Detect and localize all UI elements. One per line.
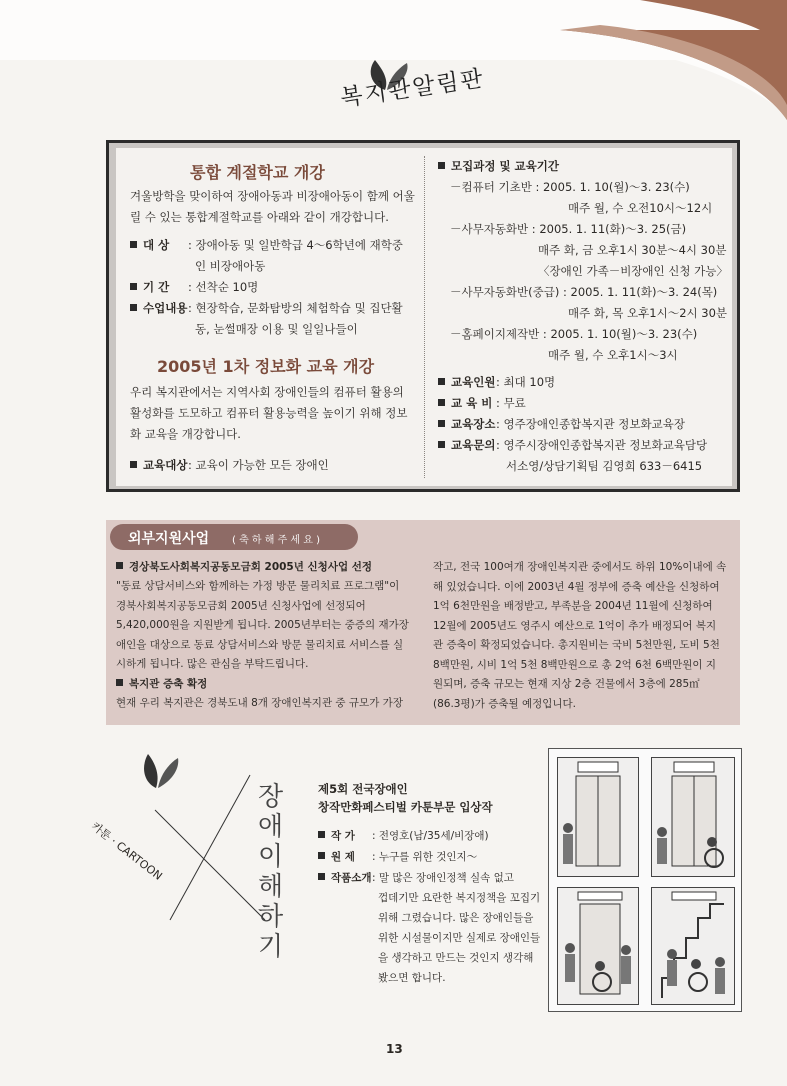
cartoon-vertical-title: 장애이해하기 bbox=[258, 782, 284, 962]
support-left-column bbox=[116, 558, 416, 714]
bullet-icon bbox=[438, 378, 445, 385]
school-title: 통합 계절학교 개강 bbox=[190, 163, 325, 182]
intent-line: 을 생각하고 만드는 것인지 생각해 bbox=[378, 952, 534, 964]
support-left-line: 경북사회복지공동모금회 2005년 신청사업에 선정되어 bbox=[116, 599, 366, 612]
school-period: : 선착순 10명 bbox=[188, 280, 259, 294]
original-label-text: 원 제 bbox=[331, 851, 355, 863]
cartoon-label: 카툰 · CARTOON bbox=[88, 819, 165, 883]
cartoon-drawing bbox=[558, 888, 638, 1004]
bullet-icon bbox=[438, 399, 445, 406]
cartoon-award-line1: 제5회 전국장애인 bbox=[318, 782, 408, 796]
contact-line1: : 영주시장애인종합복지관 정보화교육담당 bbox=[496, 438, 708, 452]
support-item1-title-text: 경상북도사회복지공동모금회 2005년 신청사업 선정 bbox=[129, 561, 373, 573]
course1-line1: －컴퓨터 기초반 : 2005. 1. 10(월)～3. 23(수) bbox=[450, 180, 690, 194]
intent-line: 봤으면 합니다. bbox=[378, 972, 446, 984]
intent-block bbox=[372, 868, 542, 988]
intent-line: 위한 시설물이지만 실제로 장애인들 bbox=[378, 932, 541, 944]
bullet-icon bbox=[438, 441, 445, 448]
cartoon-panel bbox=[557, 757, 639, 877]
school-content-line2: 동, 눈썰매장 이용 및 일일나들이 bbox=[195, 322, 358, 336]
period-label: 기 간 bbox=[143, 280, 170, 294]
intent-line: 위해 그렸습니다. 많은 장애인들을 bbox=[378, 912, 534, 924]
course4-line2: 매주 월, 수 오후1시～3시 bbox=[548, 348, 678, 362]
school-intro-line1: 겨울방학을 맞이하여 장애아동과 비장애아동이 함께 어울 bbox=[130, 189, 415, 203]
content-label: 수업내용 bbox=[143, 301, 188, 315]
cartoon-panel bbox=[557, 887, 639, 1005]
support-subtitle: ( 축 하 해 주 세 요 ) bbox=[232, 535, 321, 546]
support-left-line: 현재 우리 복지관은 경북도내 8개 장애인복지관 중 규모가 가장 bbox=[116, 697, 403, 709]
course2-line1: －사무자동화반 : 2005. 1. 11(화)～3. 25(금) bbox=[450, 222, 687, 236]
people-label-text: 교육인원 bbox=[451, 375, 496, 389]
people-label bbox=[438, 372, 495, 393]
school-target-line2: 인 비장애아동 bbox=[195, 259, 266, 273]
cartoon-panel bbox=[651, 887, 735, 1005]
course3-line2: 매주 화, 목 오후1시～2시 30분 bbox=[568, 306, 728, 320]
author-label bbox=[318, 826, 355, 847]
fee-value: : 무료 bbox=[496, 396, 526, 410]
intent-label-text: 작품소개 bbox=[331, 872, 372, 884]
bullet-icon bbox=[130, 283, 137, 290]
intent-label bbox=[318, 868, 372, 889]
info-line1: 우리 복지관에서는 지역사회 장애인들의 컴퓨터 활용의 bbox=[130, 385, 404, 399]
courses-title-text: 모집과정 및 교육기간 bbox=[451, 159, 559, 173]
support-right-line: 12월에 2005년도 영주시 예산으로 1억이 추가 배정되어 복지 bbox=[433, 619, 717, 632]
school-target-label bbox=[130, 235, 169, 256]
support-title: 외부지원사업 bbox=[128, 531, 210, 547]
course4-line1: －홈페이지제작반 : 2005. 1. 10(월)～3. 23(수) bbox=[450, 327, 698, 341]
school-target-line1: : 장애아동 및 일반학급 4～6학년에 재학중 bbox=[188, 238, 403, 252]
cartoon-image bbox=[548, 748, 742, 1012]
support-right-line: 원되며, 증축 규모는 현재 지상 2층 건물에서 3층에 285㎡ bbox=[433, 678, 700, 690]
support-right-column bbox=[433, 558, 738, 714]
courses-title bbox=[438, 156, 559, 177]
fee-label-text: 교 육 비 bbox=[451, 396, 493, 410]
page-title: 복지관알림판 bbox=[338, 65, 487, 112]
info-line3: 화 교육을 개강합니다. bbox=[130, 427, 241, 441]
page-number: 13 bbox=[386, 1042, 403, 1056]
cartoon-drawing bbox=[652, 888, 734, 1004]
place-value: : 영주장애인종합복지관 정보화교육장 bbox=[496, 417, 685, 431]
people-value: : 최대 10명 bbox=[496, 375, 556, 389]
bullet-icon bbox=[318, 873, 325, 880]
target-label: 교육대상 bbox=[143, 458, 188, 472]
school-content-line1: : 현장학습, 문화탐방의 체험학습 및 집단활 bbox=[188, 301, 403, 315]
support-right-line: (86.3평)가 증축될 예정입니다. bbox=[433, 697, 577, 710]
decorative-lines bbox=[150, 770, 270, 930]
course2-line3: 〈장애인 가족－비장애인 신청 가능〉 bbox=[538, 264, 728, 278]
support-left-line: 애인을 대상으로 동료 상담서비스와 방문 물리치료 서비스를 실 bbox=[116, 638, 404, 651]
place-label-text: 교육장소 bbox=[451, 417, 496, 431]
author-label-text: 작 가 bbox=[331, 830, 355, 842]
info-target-label bbox=[130, 455, 187, 476]
original-value: : 누구를 위한 것인지～ bbox=[372, 851, 478, 863]
school-period-label bbox=[130, 277, 169, 298]
cartoon-panel bbox=[651, 757, 735, 877]
bullet-icon bbox=[116, 562, 123, 569]
bullet-icon bbox=[130, 304, 137, 311]
support-item1-title bbox=[116, 558, 416, 577]
support-left-line: 시하게 됩니다. 많은 관심을 부탁드립니다. bbox=[116, 658, 309, 670]
cartoon-drawing bbox=[558, 758, 638, 876]
bullet-icon bbox=[438, 162, 445, 169]
school-intro-line2: 릴 수 있는 통합계절학교를 아래와 같이 개강합니다. bbox=[130, 210, 389, 224]
info-line2: 활성화를 도모하고 컴퓨터 활용능력을 높이기 위해 정보 bbox=[130, 406, 408, 420]
bullet-icon bbox=[130, 241, 137, 248]
intent-line: : 말 많은 장애인정책 실속 없고 bbox=[372, 872, 514, 884]
bullet-icon bbox=[318, 831, 325, 838]
target-label: 대 상 bbox=[143, 238, 170, 252]
support-left-line: "동료 상담서비스와 함께하는 가정 방문 물리치료 프로그램"이 bbox=[116, 580, 400, 592]
cartoon-drawing bbox=[652, 758, 734, 876]
support-item2-title bbox=[116, 675, 416, 695]
support-left-line: 5,420,000원을 지원받게 됩니다. 2005년부터는 중증의 재가장 bbox=[116, 619, 409, 631]
school-content-label bbox=[130, 298, 187, 319]
support-right-line: 1억 6천만원을 배정받고, 부족분을 2004년 11월에 신청하여 bbox=[433, 600, 713, 612]
cartoon-award-line2: 창작만화페스티벌 카툰부문 입상작 bbox=[318, 800, 493, 814]
support-right-line: 8백만원, 시비 1억 5천 8백만원으로 총 2억 6천 6백만원이 지 bbox=[433, 658, 716, 671]
info-target: : 교육이 가능한 모든 장애인 bbox=[188, 458, 329, 472]
info-title: 2005년 1차 정보화 교육 개강 bbox=[157, 357, 375, 376]
fee-label bbox=[438, 393, 492, 414]
course2-line2: 매주 화, 금 오후1시 30분～4시 30분 bbox=[538, 243, 727, 257]
bullet-icon bbox=[318, 852, 325, 859]
contact-label-text: 교육문의 bbox=[451, 438, 496, 452]
contact-label bbox=[438, 435, 495, 456]
support-right-line: 관 증축이 확정되었습니다. 총지원비는 국비 5천만원, 도비 5천 bbox=[433, 639, 720, 651]
bullet-icon bbox=[438, 420, 445, 427]
support-item2-title-text: 복지관 증축 확정 bbox=[129, 677, 208, 690]
course1-line2: 매주 월, 수 오전10시～12시 bbox=[568, 201, 713, 215]
original-label bbox=[318, 847, 355, 868]
intent-line: 껍데기만 요란한 복지정책을 꼬집기 bbox=[378, 892, 541, 904]
contact-line2: 서소영/상담기획팀 김영희 633－6415 bbox=[506, 459, 703, 473]
bullet-icon bbox=[116, 679, 123, 686]
place-label bbox=[438, 414, 495, 435]
course3-line1: －사무자동화반(중급) : 2005. 1. 11(화)～3. 24(목) bbox=[450, 285, 718, 299]
author-value: : 전영호(남/35세/비장애) bbox=[372, 830, 489, 842]
support-right-line: 작고, 전국 100여개 장애인복지관 중에서도 하위 10%이내에 속 bbox=[433, 561, 727, 573]
column-divider bbox=[424, 156, 426, 478]
bullet-icon bbox=[130, 461, 137, 468]
support-right-line: 해 있었습니다. 이에 2003년 4월 정부에 증축 예산을 신청하여 bbox=[433, 580, 720, 593]
